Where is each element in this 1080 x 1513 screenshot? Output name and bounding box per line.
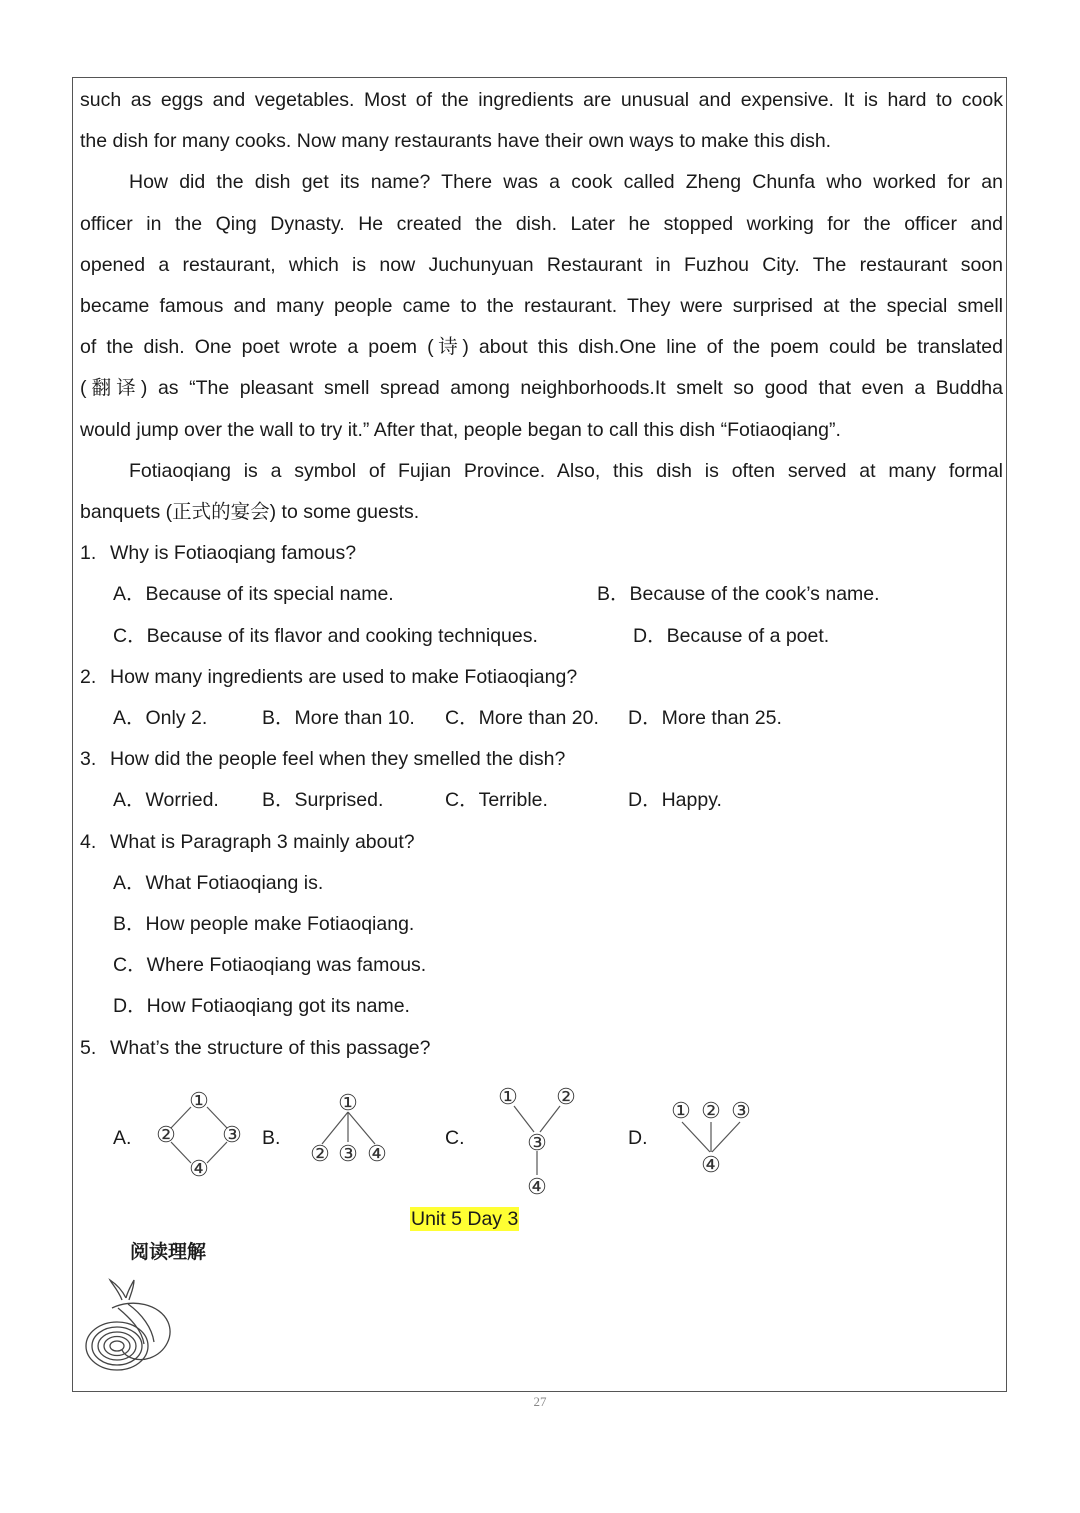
question-number: 1. — [80, 542, 97, 565]
passage-and-questions — [80, 80, 1003, 1069]
passage-line: Fotiaoqiang is a symbol of Fujian Province. Also, this dish is often served at many formal — [129, 459, 1003, 482]
passage-line: opened a restaurant, which is now Juchunyuan Restaurant in Fuzhou City. The restaurant soon — [80, 253, 1003, 276]
question-1 — [80, 533, 1003, 574]
option-a[interactable]: A. — [113, 1127, 132, 1149]
node-2: ② — [701, 1099, 721, 1124]
passage-line: How did the dish get its name? There was a cook called Zheng Chunfa who worked for an — [129, 171, 1003, 194]
question-number: 2. — [80, 665, 97, 688]
option-a[interactable]: A．Only 2. — [113, 707, 208, 730]
node-1: ① — [338, 1091, 358, 1116]
option-d[interactable]: D．More than 25. — [628, 707, 782, 730]
node-2: ② — [156, 1123, 176, 1148]
node-1: ① — [498, 1085, 518, 1110]
passage-line: officer in the Qing Dynasty. He created the dish. Later he stopped working for the officer and — [80, 212, 1003, 235]
node-3: ③ — [731, 1099, 751, 1124]
diagram-b — [302, 1086, 396, 1170]
option-b[interactable]: B．More than 10. — [262, 707, 415, 730]
option-b[interactable]: B．How people make Fotiaoqiang. — [113, 912, 415, 935]
question-text: What is Paragraph 3 mainly about? — [110, 830, 415, 853]
option-c[interactable]: C. — [445, 1127, 465, 1149]
question-text: How did the people feel when they smelled the dish? — [110, 748, 566, 771]
node-4: ④ — [189, 1157, 209, 1182]
option-d[interactable]: D．How Fotiaoqiang got its name. — [113, 995, 410, 1018]
option-c[interactable]: C．Terrible. — [445, 789, 548, 812]
options-row — [80, 616, 1003, 657]
onion-illustration — [82, 1278, 174, 1374]
page-number: 27 — [533, 1394, 547, 1409]
node-4: ④ — [527, 1175, 547, 1200]
question-5 — [80, 1028, 1003, 1069]
options-row — [80, 780, 1003, 821]
options-row — [80, 986, 1003, 1027]
question-number: 5. — [80, 1036, 97, 1059]
diagram-d — [664, 1094, 760, 1180]
node-2: ② — [310, 1142, 330, 1167]
option-a[interactable]: A．What Fotiaoqiang is. — [113, 871, 324, 894]
question-4 — [80, 822, 1003, 863]
option-c[interactable]: C．Because of its flavor and cooking techniques. — [113, 624, 538, 647]
question-number: 4. — [80, 830, 97, 853]
question-2 — [80, 657, 1003, 698]
options-row — [80, 904, 1003, 945]
passage-line: banquets (正式的宴会) to some guests. — [80, 501, 420, 524]
question-3 — [80, 739, 1003, 780]
node-1: ① — [189, 1089, 209, 1114]
section-title: 阅读理解 — [130, 1242, 207, 1263]
options-row — [80, 863, 1003, 904]
passage-line: (翻译) as “The pleasant smell spread among neighborhoods.It smelt so good that even a Buddha — [80, 377, 1003, 400]
node-3: ③ — [222, 1123, 242, 1148]
question-text: How many ingredients are used to make Fotiaoqiang? — [110, 665, 578, 688]
option-b[interactable]: B．Because of the cook’s name. — [597, 583, 880, 606]
node-1: ① — [671, 1099, 691, 1124]
option-c[interactable]: C．Where Fotiaoqiang was famous. — [113, 954, 427, 977]
node-3: ③ — [527, 1131, 547, 1156]
node-3: ③ — [338, 1142, 358, 1167]
option-d[interactable]: D. — [628, 1127, 648, 1149]
option-d[interactable]: D．Happy. — [628, 789, 722, 812]
node-2: ② — [556, 1085, 576, 1110]
option-b[interactable]: B. — [262, 1127, 281, 1149]
unit-title: Unit 5 Day 3 — [411, 1208, 519, 1230]
option-a[interactable]: A．Worried. — [113, 789, 219, 812]
passage-line: of the dish. One poet wrote a poem (诗) about this dish.One line of the poem could be translated — [80, 336, 1003, 359]
question-text: What’s the structure of this passage? — [110, 1036, 431, 1059]
passage-line: the dish for many cooks. Now many restaurants have their own ways to make this dish. — [80, 130, 832, 153]
question-text: Why is Fotiaoqiang famous? — [110, 542, 357, 565]
passage-line: would jump over the wall to try it.” After that, people began to call this dish “Fotiaoqiang”. — [80, 418, 841, 441]
passage-line: became famous and many people came to the restaurant. They were surprised at the special smell — [80, 295, 1003, 318]
option-c[interactable]: C．More than 20. — [445, 707, 599, 730]
passage-line: such as eggs and vegetables. Most of the ingredients are unusual and expensive. It is hard to cook — [80, 89, 1003, 111]
diagram-c — [490, 1078, 586, 1202]
options-row — [80, 698, 1003, 739]
option-a[interactable]: A．Because of its special name. — [113, 583, 394, 606]
node-4: ④ — [701, 1153, 721, 1178]
node-4: ④ — [367, 1142, 387, 1167]
diagram-a — [150, 1086, 248, 1184]
question-number: 3. — [80, 748, 97, 771]
option-b[interactable]: B．Surprised. — [262, 789, 384, 812]
option-d[interactable]: D．Because of a poet. — [633, 624, 830, 647]
options-row — [80, 945, 1003, 986]
options-row — [80, 574, 1003, 615]
